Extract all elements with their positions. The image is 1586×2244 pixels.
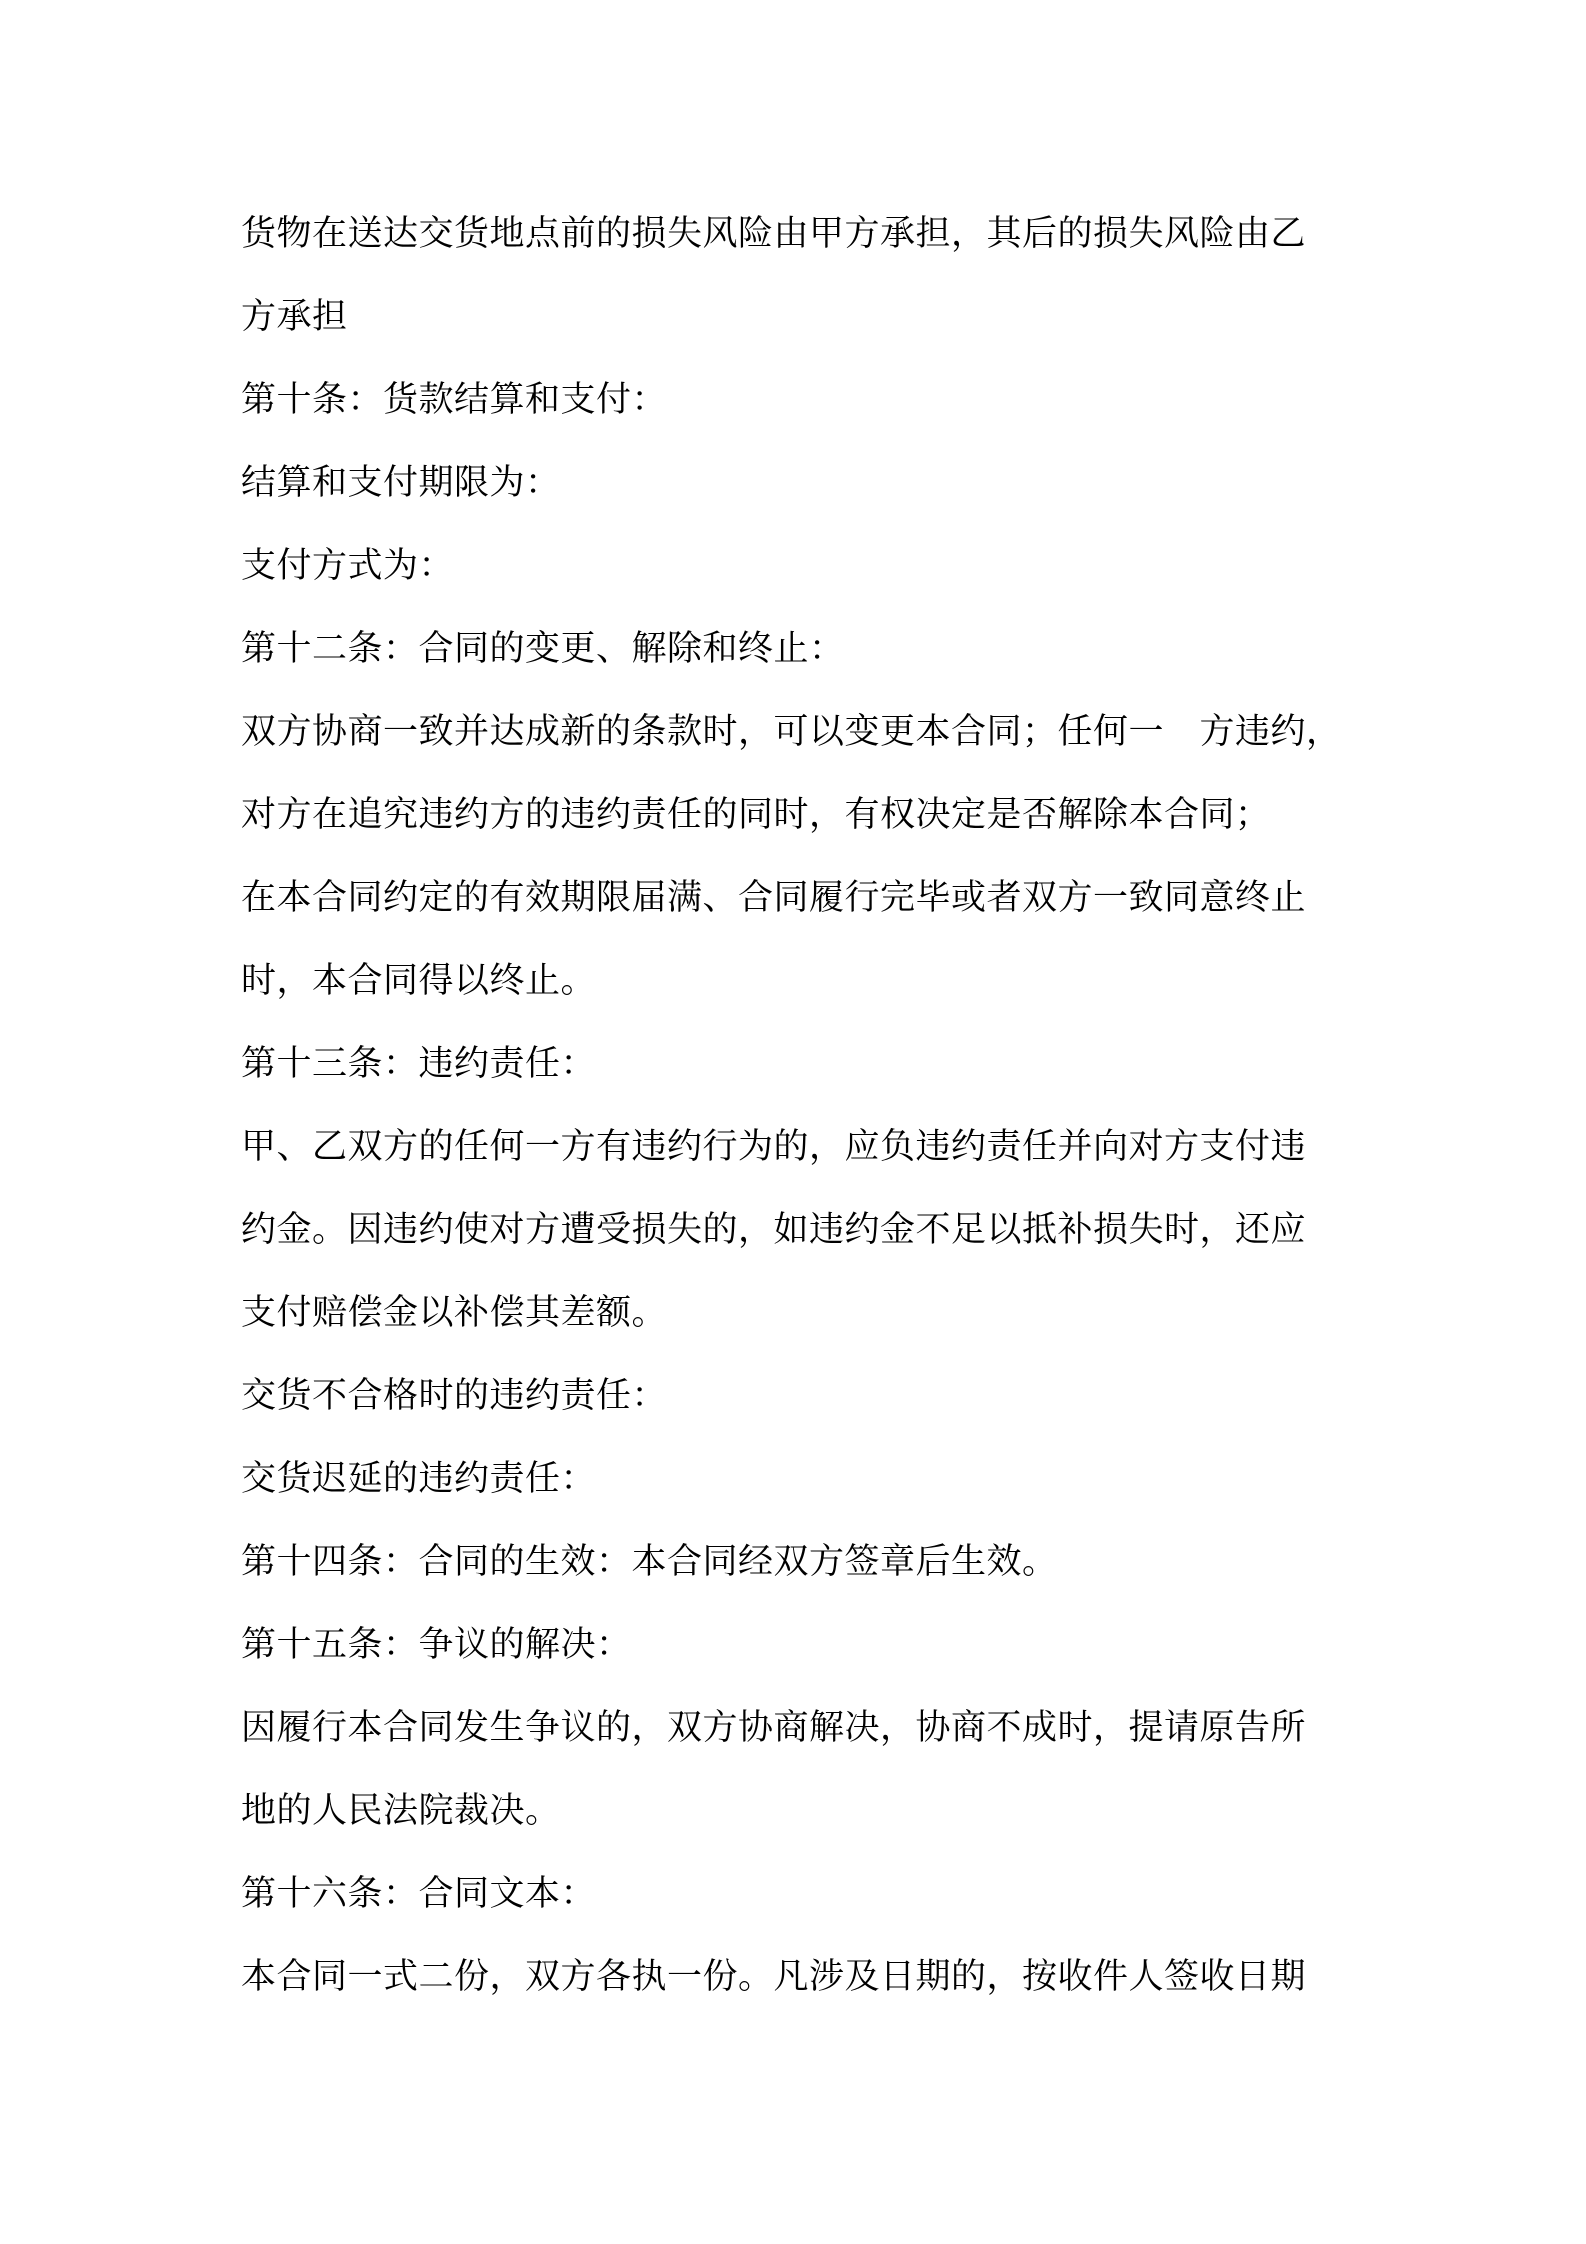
text-line-amendment-cont: 对方在追究违约方的违约责任的同时，有权决定是否解除本合同； bbox=[241, 795, 1271, 835]
text-line-amendment: 双方协商一致并达成新的条款时，可以变更本合同；任何一 方违约， bbox=[241, 712, 1342, 752]
text-line-breach-cont-2: 支付赔偿金以补偿其差额。 bbox=[241, 1293, 668, 1333]
text-line-copies: 本合同一式二份，双方各执一份。凡涉及日期的，按收件人签收日期 bbox=[241, 1957, 1307, 1997]
text-line-dispute-cont: 地的人民法院裁决。 bbox=[241, 1791, 561, 1831]
text-line-payment-method: 支付方式为： bbox=[241, 546, 455, 586]
contract-text-block bbox=[241, 193, 1361, 2019]
text-line-termination-cont: 时，本合同得以终止。 bbox=[241, 961, 597, 1001]
text-line-risk-clause-cont: 方承担 bbox=[241, 297, 348, 337]
text-line-breach-cont: 约金。因违约使对方遭受损失的，如违约金不足以抵补损失时，还应 bbox=[241, 1210, 1307, 1250]
article-12-heading: 第十二条：合同的变更、解除和终止： bbox=[241, 629, 845, 669]
text-line-risk-clause: 货物在送达交货地点前的损失风险由甲方承担，其后的损失风险由乙 bbox=[241, 214, 1307, 254]
text-line-termination: 在本合同约定的有效期限届满、合同履行完毕或者双方一致同意终止 bbox=[241, 878, 1307, 918]
text-line-nonconforming-delivery: 交货不合格时的违约责任： bbox=[241, 1376, 668, 1416]
text-line-late-delivery: 交货迟延的违约责任： bbox=[241, 1459, 597, 1499]
text-line-payment-term: 结算和支付期限为： bbox=[241, 463, 561, 503]
article-15-heading: 第十五条：争议的解决： bbox=[241, 1625, 632, 1665]
article-16-heading: 第十六条：合同文本： bbox=[241, 1874, 597, 1914]
article-13-heading: 第十三条：违约责任： bbox=[241, 1044, 597, 1084]
text-line-dispute: 因履行本合同发生争议的，双方协商解决，协商不成时，提请原告所 bbox=[241, 1708, 1307, 1748]
article-10-heading: 第十条：货款结算和支付： bbox=[241, 380, 668, 420]
article-14-heading: 第十四条：合同的生效：本合同经双方签章后生效。 bbox=[241, 1542, 1058, 1582]
text-line-breach: 甲、乙双方的任何一方有违约行为的，应负违约责任并向对方支付违 bbox=[241, 1127, 1307, 1167]
